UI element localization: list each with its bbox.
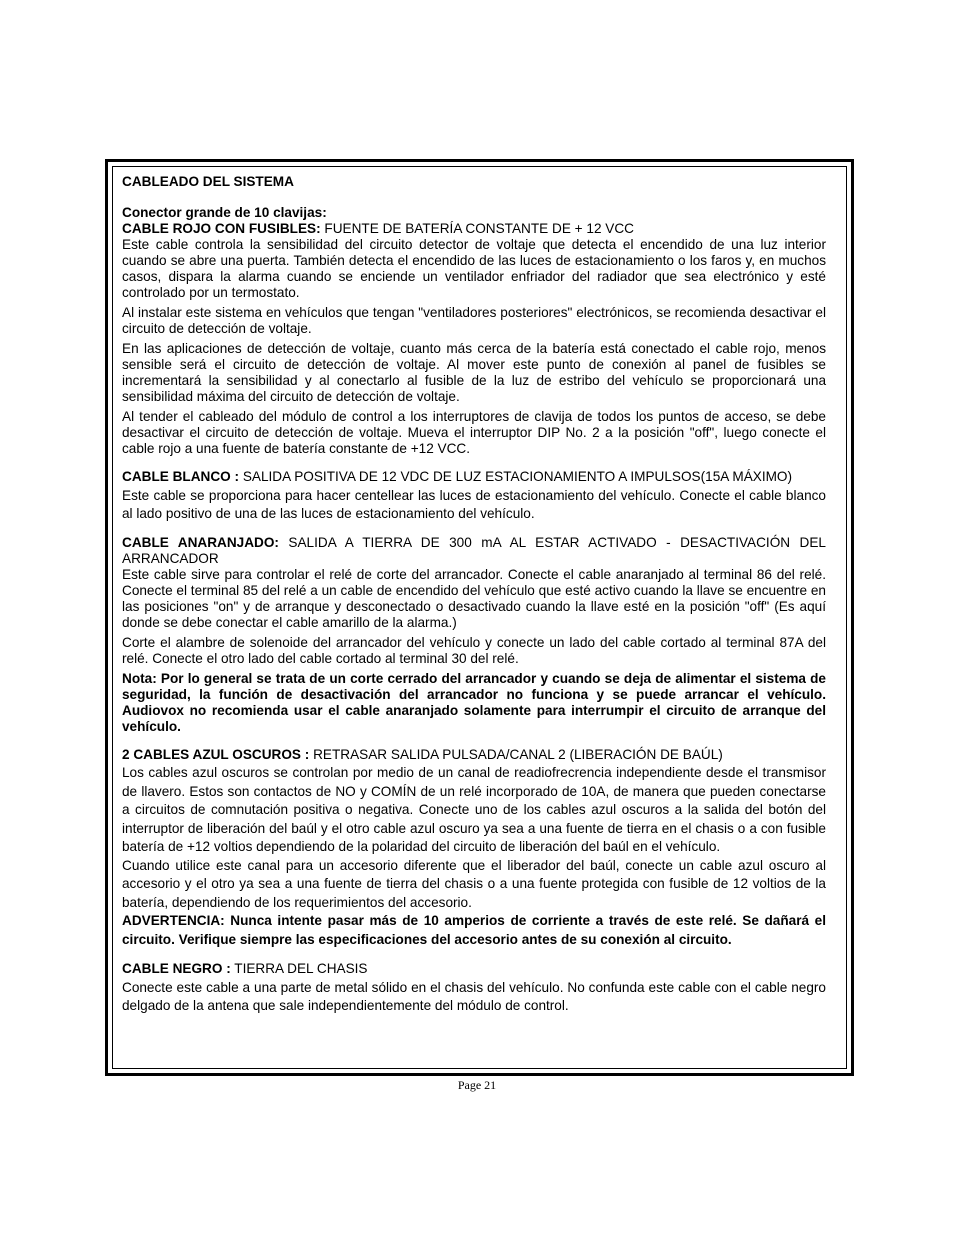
orange-cable-desc: SALIDA A TIERRA DE 300 mA AL ESTAR ACTIVADO - DESACTIVACIÓN DEL ARRANCADOR [122, 534, 826, 566]
connector-heading: Conector grande de 10 clavijas: [122, 205, 327, 220]
blue-cable-para-1: Los cables azul oscuros se controlan por medio de un canal de readiofrecrencia independiente desde el transmisor de llavero. Estos son contactos de NO y COMÍN de un relé incorporado de 10A, de manera que pueden conectarse a circuitos de comnutación positiva o negativa. Conecte uno de los cables azul oscuros a la salida del botón del interruptor de liberación del baúl y el otro cable azul oscuro ya sea a una fuente de tierra en el chasis o a con fusible batería de +12 voltios dependiendo de la polaridad del circuito de liberación del baúl en el vehículo. [122, 765, 826, 854]
document-body [122, 174, 826, 1016]
white-cable-para-1: Este cable se proporciona para hacer centellear las luces de estacionamiento del vehículo. Conecte el cable blanco al lado positivo de una de las luces de estacionamiento del vehículo. [122, 487, 826, 521]
orange-cable-note: Nota: Por lo general se trata de un corte cerrado del arrancador y cuando se deja de alimentar el sistema de seguridad, la función de desactivación del arrancador no funciona y se puede arrancar el vehículo. Audiovox no recomienda usar el cable anaranjado solamente para interrumpir el circuito de arranque del vehículo. [122, 670, 826, 734]
red-cable-desc: FUENTE DE BATERÍA CONSTANTE DE + 12 VCC [320, 221, 634, 236]
white-cable-heading [122, 468, 826, 487]
orange-cable-para-2: Corte el alambre de solenoide del arrancador del vehículo y conecte un lado del cable cortado al terminal 87A del relé. Conecte el otro lado del cable cortado al terminal 30 del relé. [122, 634, 826, 666]
blue-cable-para-2: Cuando utilice este canal para un accesorio diferente que el liberador del baúl, conecte un cable azul oscuro al accesorio y el otro ya sea a una fuente de tierra del chasis o a una fuente protegida con fusible de 12 voltios de la batería, dependiendo de los requerimientos del accesorio. [122, 857, 826, 910]
blue-cable-label: 2 CABLES AZUL OSCUROS : [122, 746, 310, 762]
white-cable-desc: SALIDA POSITIVA DE 12 VDC DE LUZ ESTACIONAMIENTO A IMPULSOS(15A MÁXIMO) [239, 469, 793, 484]
black-cable-heading [122, 960, 826, 979]
blue-cable-warning: ADVERTENCIA: Nunca intente pasar más de 10 amperios de corriente a través de este relé. Se dañará el circuito. Verifique siempre las especificaciones del accesorio antes de su conexión al circuito. [122, 913, 826, 947]
red-cable-heading [122, 221, 826, 237]
orange-cable-heading [122, 535, 826, 567]
black-cable-desc: TIERRA DEL CHASIS [230, 961, 368, 976]
section-title: CABLEADO DEL SISTEMA [122, 174, 294, 189]
red-cable-para-2: Al instalar este sistema en vehículos que tengan "ventiladores posteriores" electrónicos, se recomienda desactivar el circuito de detección de voltaje. [122, 305, 826, 336]
red-cable-para-3: En las aplicaciones de detección de voltaje, cuanto más cerca de la batería está conectado el cable rojo, menos sensible será el circuito de detección de voltaje. Al mover este punto de conexión al panel de fusibles se incrementará la sensibilidad y al conectarlo al fusible de la luz de estribo del vehículo se proporcionará una sensibilidad máxima del circuito de detección de voltaje. [122, 341, 826, 404]
red-cable-label: CABLE ROJO CON FUSIBLES: [122, 221, 321, 236]
blue-cable-heading [122, 746, 826, 765]
white-cable-label: CABLE BLANCO : [122, 469, 240, 484]
page-number: Page 21 [457, 1078, 497, 1092]
black-cable-label: CABLE NEGRO : [122, 961, 231, 976]
orange-cable-label: CABLE ANARANJADO: [122, 534, 279, 550]
red-cable-para-1: Este cable controla la sensibilidad del circuito detector de voltaje que detecta el encendido de una luz interior cuando se abre una puerta. También detecta el encendido de las luces de estacionamiento o los faros y, en muchos casos, dispara la alarma cuando se enciende un ventilador enfriador del radiador que sea electrónico y esté controlado por un termostato. [122, 237, 826, 300]
orange-cable-para-1: Este cable sirve para controlar el relé de corte del arrancador. Conecte el cable anaranjado al terminal 86 del relé. Conecte el terminal 85 del relé a un cable de encendido del vehículo que esté activo cuando la llave se encuentre en las posiciones "on" y de arranque y desconectado o desactivado cuando la llave esté en la posición "off" (Es aquí donde se debe conectar el cable amarillo de la alarma.) [122, 566, 826, 630]
blue-cable-desc: RETRASAR SALIDA PULSADA/CANAL 2 (LIBERACIÓN DE BAÚL) [309, 746, 723, 762]
red-cable-para-4: Al tender el cableado del módulo de control a los interruptores de clavija de todos los puntos de acceso, se debe desactivar el circuito de detección de voltaje. Mueva el interruptor DIP No. 2 a la posición "off", luego conecte el cable rojo a una fuente de batería constante de +12 VCC. [122, 409, 826, 456]
black-cable-para-1: Conecte este cable a una parte de metal sólido en el chasis del vehículo. No confunda este cable con el cable negro delgado de la antena que sale independientemente del módulo de control. [122, 979, 826, 1013]
